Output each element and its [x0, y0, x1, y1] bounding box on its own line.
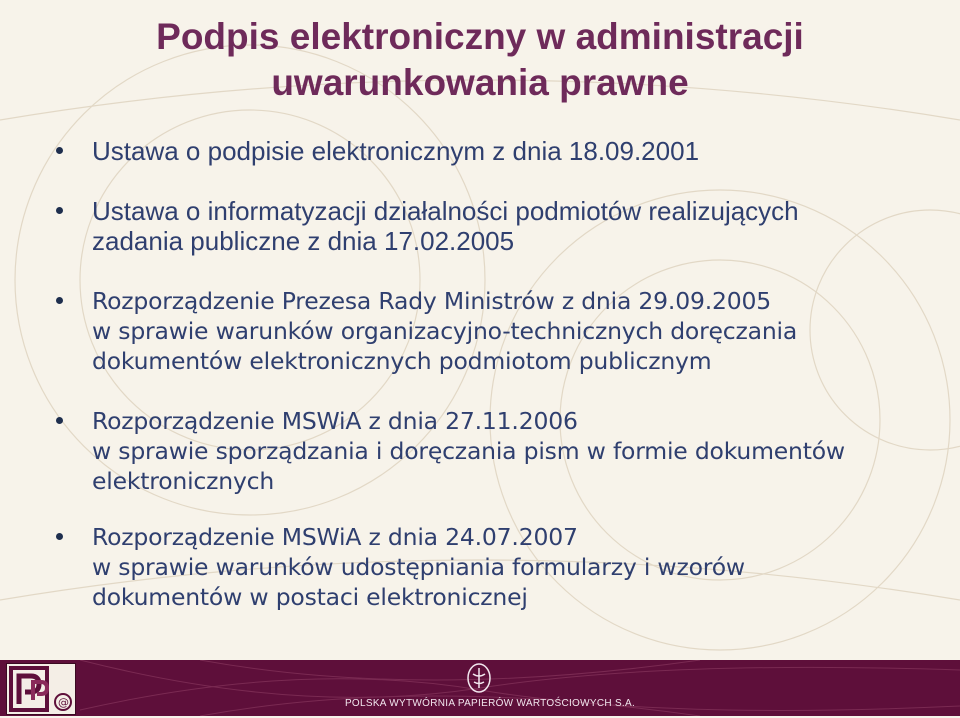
bullet-line: Rozporządzenie MSWiA z dnia 24.07.2007: [92, 523, 578, 551]
slide-title: [0, 14, 960, 106]
bullet-line: w sprawie warunków organizacyjno-technicznych doręczania: [92, 317, 798, 345]
bullet-dot-icon: [56, 297, 63, 304]
eagle-emblem-icon: [466, 662, 492, 694]
bullet-line: dokumentów elektronicznych podmiotom publicznym: [92, 347, 712, 375]
bullet-line: elektronicznych: [92, 467, 275, 495]
bullet-line: dokumentów w postaci elektronicznej: [92, 583, 528, 611]
bullet-line: Ustawa o podpisie elektronicznym z dnia 18.09.2001: [92, 136, 700, 166]
title-line-1: Podpis elektroniczny w administracji: [156, 16, 804, 57]
bullet-line: zadania publiczne z dnia 17.02.2005: [92, 226, 515, 256]
bullet-line: w sprawie sporządzania i doręczania pism w formie dokumentów: [92, 437, 845, 465]
bullet-line: Rozporządzenie Prezesa Rady Ministrów z dnia 29.09.2005: [92, 287, 771, 315]
title-line-2: uwarunkowania prawne: [271, 62, 689, 103]
bullet-dot-icon: [56, 417, 63, 424]
bullet-line: w sprawie warunków udostępniania formularzy i wzorów: [92, 553, 745, 581]
footer-company-name: POLSKA WYTWÓRNIA PAPIERÓW WARTOŚCIOWYCH S.A.: [344, 698, 636, 709]
pwpw-logo: [6, 663, 76, 715]
bullet-dot-icon: [56, 207, 63, 214]
svg-text:@: @: [58, 696, 69, 709]
bullet-line: Rozporządzenie MSWiA z dnia 27.11.2006: [92, 407, 578, 435]
bullet-dot-icon: [56, 533, 63, 540]
bullet-line: Ustawa o informatyzacji działalności podmiotów realizujących: [92, 196, 799, 226]
bullet-dot-icon: [56, 147, 63, 154]
